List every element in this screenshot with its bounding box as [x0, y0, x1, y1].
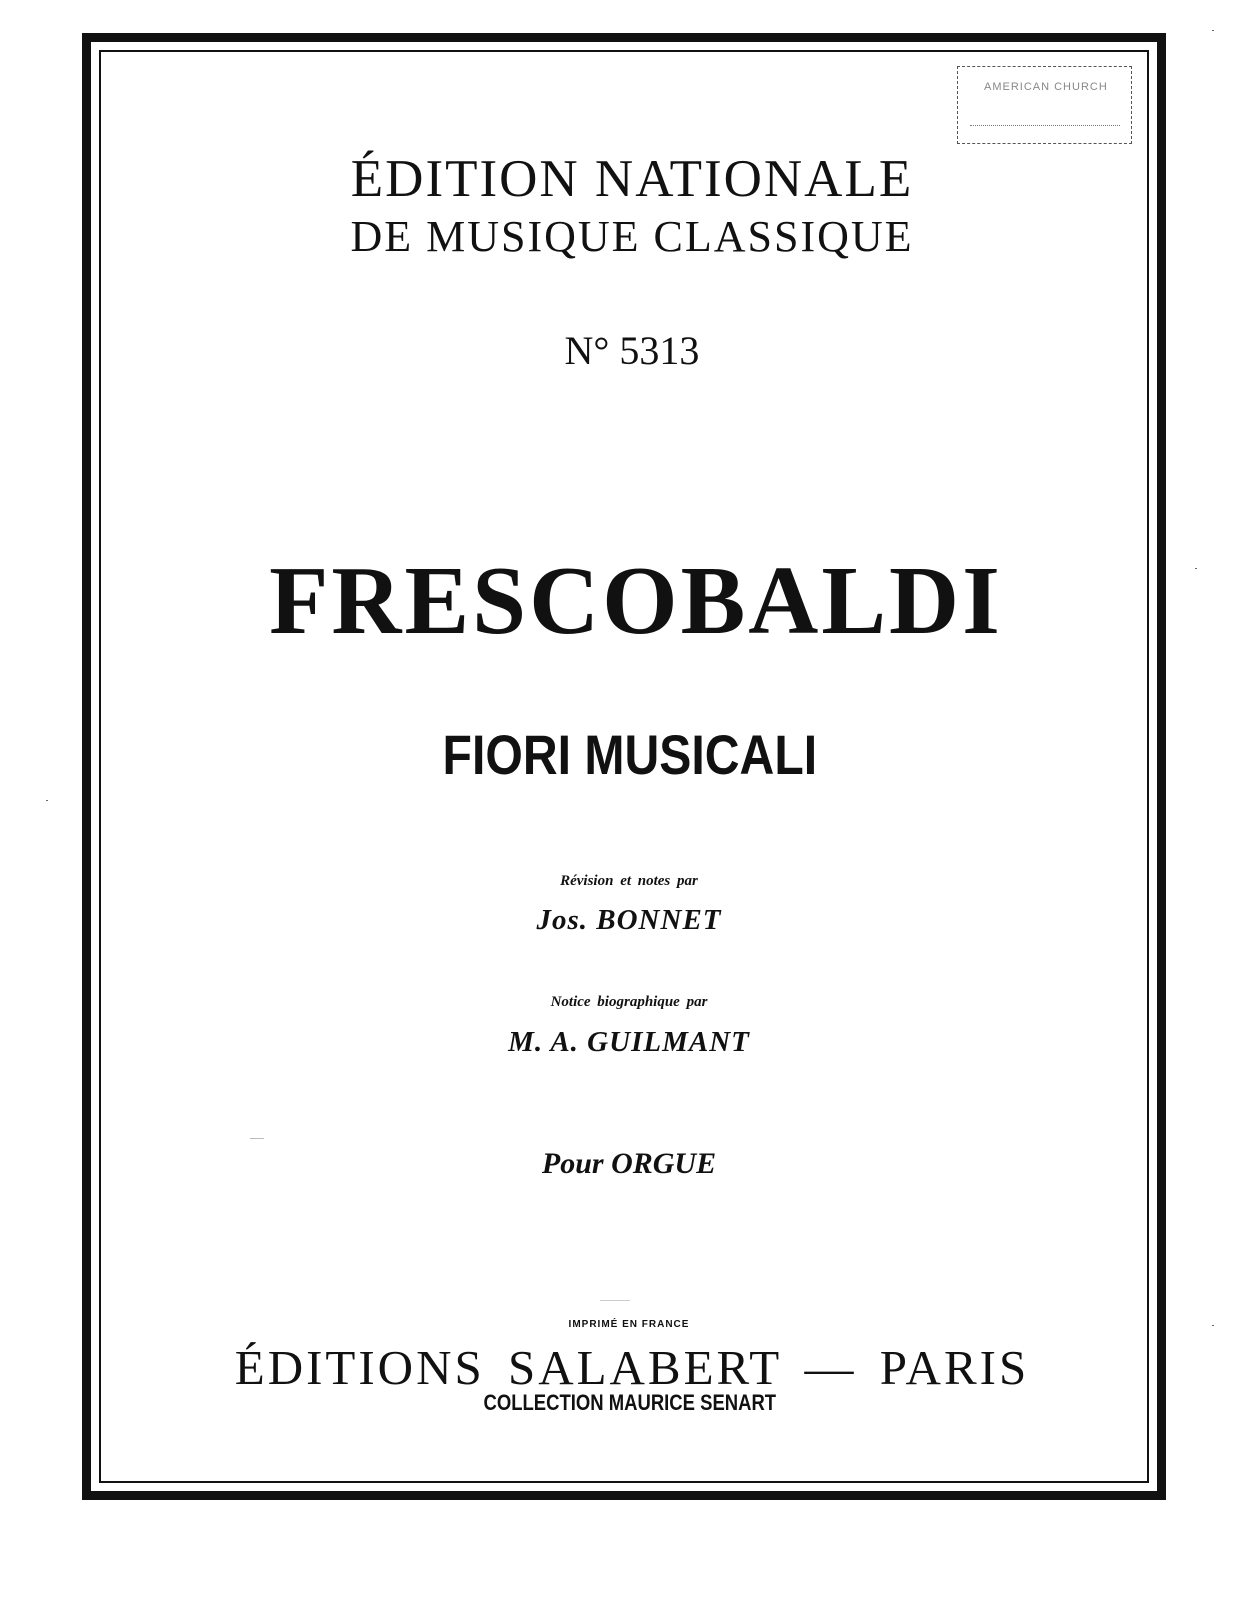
scan-speck	[1195, 568, 1197, 569]
publisher-name: ÉDITIONS SALABERT — PARIS	[234, 1340, 1030, 1395]
revision-name: Jos. BONNET	[536, 904, 722, 936]
stamp-divider	[970, 125, 1120, 126]
scan-speck	[46, 800, 48, 801]
series-title-line-2: DE MUSIQUE CLASSIQUE	[350, 212, 914, 261]
biography-label: Notice biographique par	[550, 994, 708, 1010]
scan-speck	[250, 1138, 264, 1139]
scan-speck	[600, 1300, 630, 1301]
instrument-line: Pour ORGUE	[541, 1147, 717, 1180]
revision-label: Révision et notes par	[560, 873, 698, 889]
scan-speck	[1212, 30, 1214, 31]
biography-name: M. A. GUILMANT	[508, 1026, 750, 1058]
collection-name: COLLECTION MAURICE SENART	[483, 1390, 777, 1415]
edition-number: N° 5313	[564, 328, 700, 373]
stamp-text: AMERICAN CHURCH	[984, 81, 1108, 93]
library-stamp	[957, 66, 1132, 144]
series-title-line-1: ÉDITION NATIONALE	[350, 150, 914, 208]
scan-speck	[1212, 1325, 1214, 1326]
composer-name: FRESCOBALDI	[269, 547, 1003, 654]
printed-in-label: IMPRIMÉ EN FRANCE	[568, 1319, 690, 1330]
work-title: FIORI MUSICALI	[442, 723, 818, 786]
